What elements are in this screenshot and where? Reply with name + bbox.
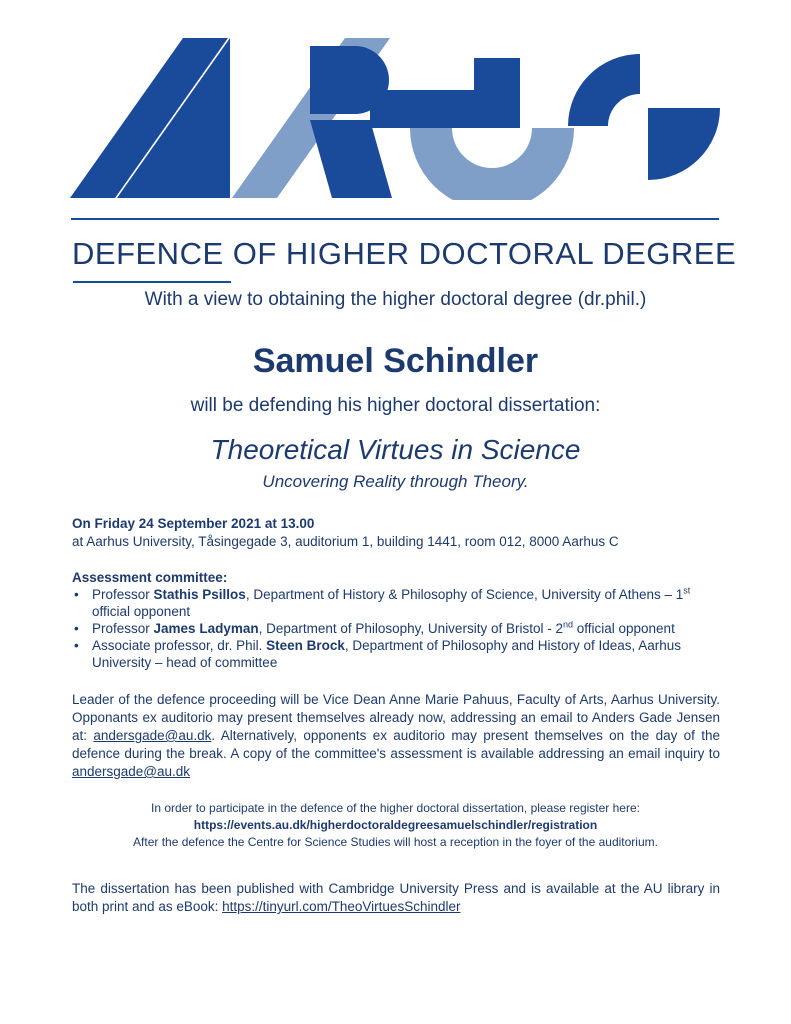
committee-list [72,586,722,671]
arts-logo [70,38,720,200]
email-link[interactable]: andersgade@au.dk [93,728,212,743]
dissertation-subtitle: Uncovering Reality through Theory. [262,472,529,491]
registration-intro: In order to participate in the defence of the higher doctoral dissertation, please register here: [151,801,640,815]
member-name: James Ladyman [153,621,259,636]
event-datetime: On Friday 24 September 2021 at 13.00 [72,516,315,531]
logo-s-bottom [648,108,720,180]
publication-note: The dissertation has been published with Cambridge University Press and is available at the AU library in both print and as eBook: https://tinyurl.com/TheoVirtuesSchindler [72,881,720,914]
committee-heading: Assessment committee: [72,570,228,585]
publication-link[interactable]: https://tinyurl.com/TheoVirtuesSchindler [222,899,461,914]
bullet-icon: • [74,587,79,602]
proceedings-paragraph: Leader of the defence proceeding will be Vice Dean Anne Marie Pahuus, Faculty of Arts, Aarhus University. Opponants ex auditorio may present themselves already now, addressing an email to Anders Gade Jensen at: andersgade@au.dk. Alternatively, opponents ex auditorio may present themselves on the day of the defence during the break. A copy of the committee's assessment is available addressing an email inquiry to andersgade@au.dk [72,692,721,779]
page-heading: DEFENCE OF HIGHER DOCTORAL DEGREE [72,236,737,271]
committee-member: • Associate professor, dr. Phil. Steen Brock, Department of Philosophy and History of Ideas, Aarhus University – head of committee [74,638,682,670]
email-link[interactable]: andersgade@au.dk [72,764,191,779]
reception-note: After the defence the Centre for Science Studies will host a reception in the foyer of the auditorium. [133,835,658,849]
heading-underline [73,281,231,283]
committee-member: • Professor James Ladyman, Department of Philosophy, University of Bristol - 2nd official opponent [74,619,675,636]
page-subheading: With a view to obtaining the higher doctoral degree (dr.phil.) [144,289,647,310]
registration-block [0,800,791,851]
logo-u-bowl [410,128,574,200]
logo-t-stem [474,58,520,128]
committee-member: • Professor Stathis Psillos, Department of History & Philosophy of Science, University of Athens – 1st official opponent [74,585,691,619]
registration-url[interactable]: https://events.au.dk/higherdoctoraldegreesamuelschindler/registration [193,818,598,832]
bullet-icon: • [74,621,79,636]
event-location: at Aarhus University, Tåsingegade 3, auditorium 1, building 1441, room 012, 8000 Aarhus C [72,534,619,549]
dissertation-title: Theoretical Virtues in Science [210,434,581,465]
defending-text: will be defending his higher doctoral dissertation: [190,395,601,416]
header-rule [71,218,719,220]
candidate-name: Samuel Schindler [252,342,539,380]
member-name: Stathis Psillos [153,587,246,602]
logo-s-top [568,54,640,126]
logo-r-leg [310,120,392,198]
bullet-icon: • [74,638,79,653]
member-name: Steen Brock [266,638,345,653]
